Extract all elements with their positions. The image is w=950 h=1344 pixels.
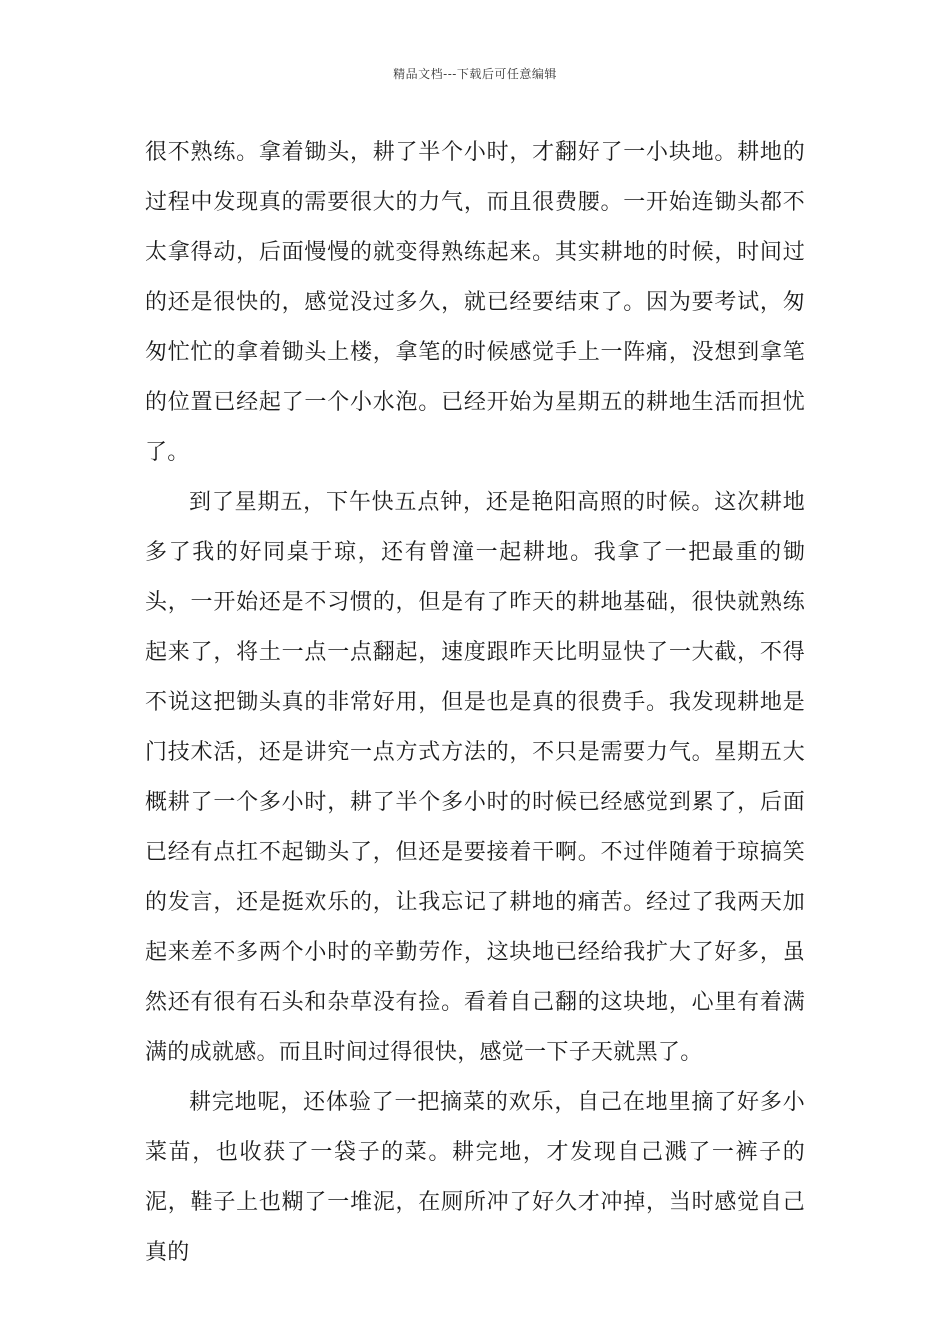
paragraph-1: 很不熟练。拿着锄头，耕了半个小时，才翻好了一小块地。耕地的过程中发现真的需要很大的力气，而且很费腰。一开始连锄头都不太拿得动，后面慢慢的就变得熟练起来。其实耕地的时候，时间过的还是很快的，感觉没过多久，就已经要结束了。因为要考试，匆匆忙忙的拿着锄头上楼，拿笔的时候感觉手上一阵痛，没想到拿笔的位置已经起了一个小水泡。已经开始为星期五的耕地生活而担忧了。 — [145, 140, 805, 465]
page-header: 精品文档---下载后可任意编辑 — [393, 67, 557, 81]
paragraph-3: 耕完地呢，还体验了一把摘菜的欢乐，自己在地里摘了好多小菜苗，也收获了一袋子的菜。耕完地，才发现自己溅了一裤子的泥，鞋子上也糊了一堆泥，在厕所冲了好久才冲掉，当时感觉自己真的 — [145, 1090, 805, 1265]
paragraph-2: 到了星期五，下午快五点钟，还是艳阳高照的时候。这次耕地多了我的好同桌于琼，还有曾潼一起耕地。我拿了一把最重的锄头，一开始还是不习惯的，但是有了昨天的耕地基础，很快就熟练起来了，将土一点一点翻起，速度跟昨天比明显快了一大截，不得不说这把锄头真的非常好用，但是也是真的很费手。我发现耕地是门技术活，还是讲究一点方式方法的，不只是需要力气。星期五大概耕了一个多小时，耕了半个多小时的时候已经感觉到累了，后面已经有点扛不起锄头了，但还是要接着干啊。不过伴随着于琼搞笑的发言，还是挺欢乐的，让我忘记了耕地的痛苦。经过了我两天加起来差不多两个小时的辛勤劳作，这块地已经给我扩大了好多，虽然还有很有石头和杂草没有捡。看着自己翻的这块地，心里有着满满的成就感。而且时间过得很快，感觉一下子天就黑了。 — [145, 490, 805, 1065]
document-body — [145, 128, 805, 1278]
